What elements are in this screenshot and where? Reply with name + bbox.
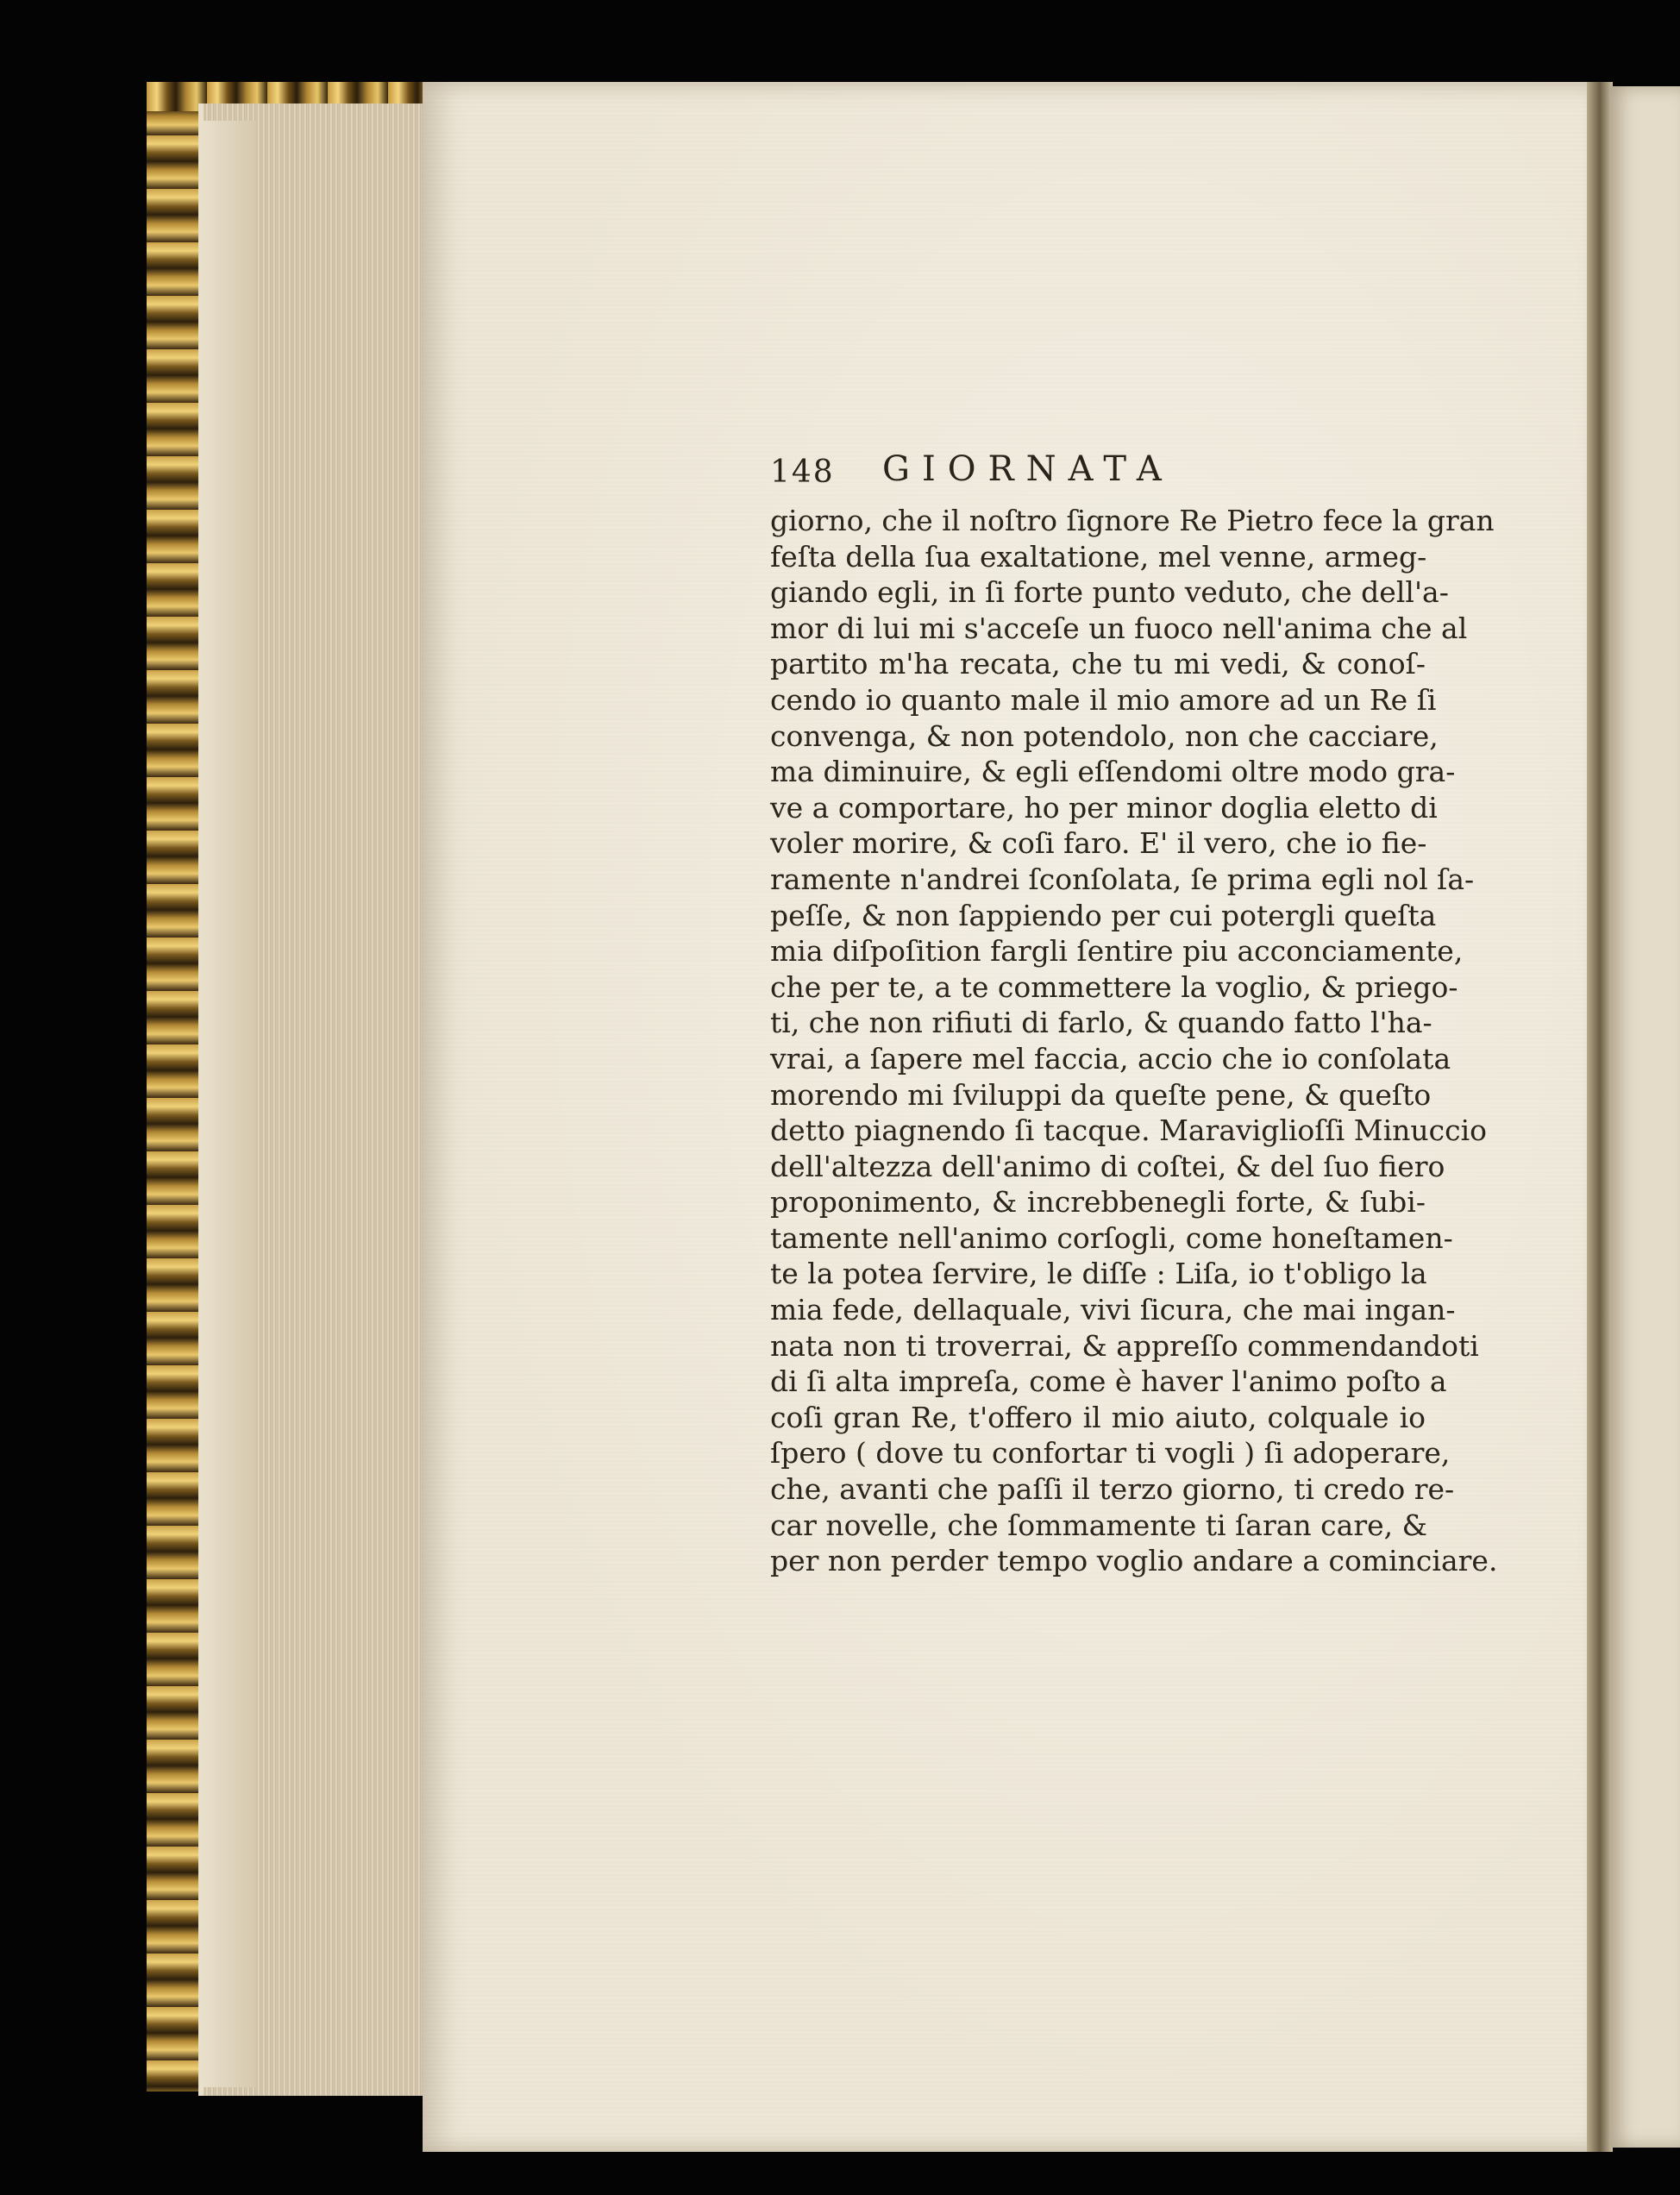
text-line: peſſe, & non ſappiendo per cui potergli queſta: [770, 898, 1437, 932]
text-line: feſta della ſua exaltatione, mel venne, armeg-: [770, 539, 1427, 574]
text-line: ve a comportare, ho per minor doglia eletto di: [770, 790, 1438, 825]
text-line: ſpero ( dove tu confortar ti vogli ) ſi adoperare,: [770, 1436, 1451, 1471]
running-head: GIORNATA: [882, 449, 1174, 489]
text-line: che, avanti che paſſi il terzo giorno, ti credo re-: [770, 1472, 1455, 1507]
text-line: coſi gran Re, t'offero il mio aiuto, colquale io: [770, 1400, 1426, 1434]
page-number: 148: [770, 455, 835, 490]
text-line: mia diſpoſition fargli ſentire piu acconciamente,: [770, 934, 1464, 969]
left-leaf: [204, 121, 255, 2087]
text-line: ramente n'andrei ſconſolata, ſe prima egli nol ſa-: [770, 862, 1475, 896]
text-line: cendo io quanto male il mio amore ad un Re ſi: [770, 682, 1437, 717]
text-line: voler morire, & coſi faro. E' il vero, che io fie-: [770, 826, 1427, 861]
text-line: per non perder tempo voglio andare a cominciare.: [770, 1544, 1498, 1578]
text-line: giando egli, in ſi forte punto veduto, che dell'a-: [770, 575, 1449, 610]
text-line: morendo mi ſviluppi da queſte pene, & queſto: [770, 1077, 1432, 1112]
text-line: tamente nell'animo corſogli, come honeſtamen-: [770, 1220, 1453, 1255]
text-line: mor di lui mi s'acceſe un fuoco nell'anima che al: [770, 611, 1468, 645]
text-line: vrai, a ſapere mel faccia, accio che io conſolata: [770, 1041, 1451, 1076]
text-line: detto piagnendo ſi tacque. Maraviglioſſi Minuccio: [770, 1113, 1488, 1148]
page-header: [770, 444, 1426, 496]
text-line: giorno, che il noſtro ſignore Re Pietro fece la gran: [770, 504, 1495, 537]
text-line: car novelle, che ſommamente ti ſaran care, &: [770, 1508, 1427, 1542]
text-line: te la potea ſervire, le diſſe : Liſa, io t'obligo la: [770, 1257, 1427, 1291]
text-line: ma diminuire, & egli eſſendomi oltre modo gra-: [770, 755, 1456, 789]
next-page-edge: [1609, 86, 1680, 2148]
text-line: convenga, & non potendolo, non che cacciare,: [770, 718, 1439, 753]
text-block: [770, 503, 1498, 1579]
text-line: mia fede, dellaquale, vivi ſicura, che mai ingan-: [770, 1293, 1456, 1327]
text-line: ti, che non rifiuti di farlo, & quando fatto l'ha-: [770, 1006, 1432, 1040]
text-line: partito m'ha recata, che tu mi vedi, & conoſ-: [770, 647, 1426, 681]
text-line: proponimento, & increbbenegli forte, & ſubi-: [770, 1185, 1426, 1220]
text-line: nata non ti troverrai, & appreſſo commendandoti: [770, 1328, 1479, 1363]
text-line: dell'altezza dell'animo di coſtei, & del ſuo fiero: [770, 1149, 1445, 1183]
text-line: che per te, a te commettere la voglio, & priego-: [770, 969, 1458, 1004]
text-line: di ſi alta impreſa, come è haver l'animo poſto a: [770, 1364, 1447, 1399]
